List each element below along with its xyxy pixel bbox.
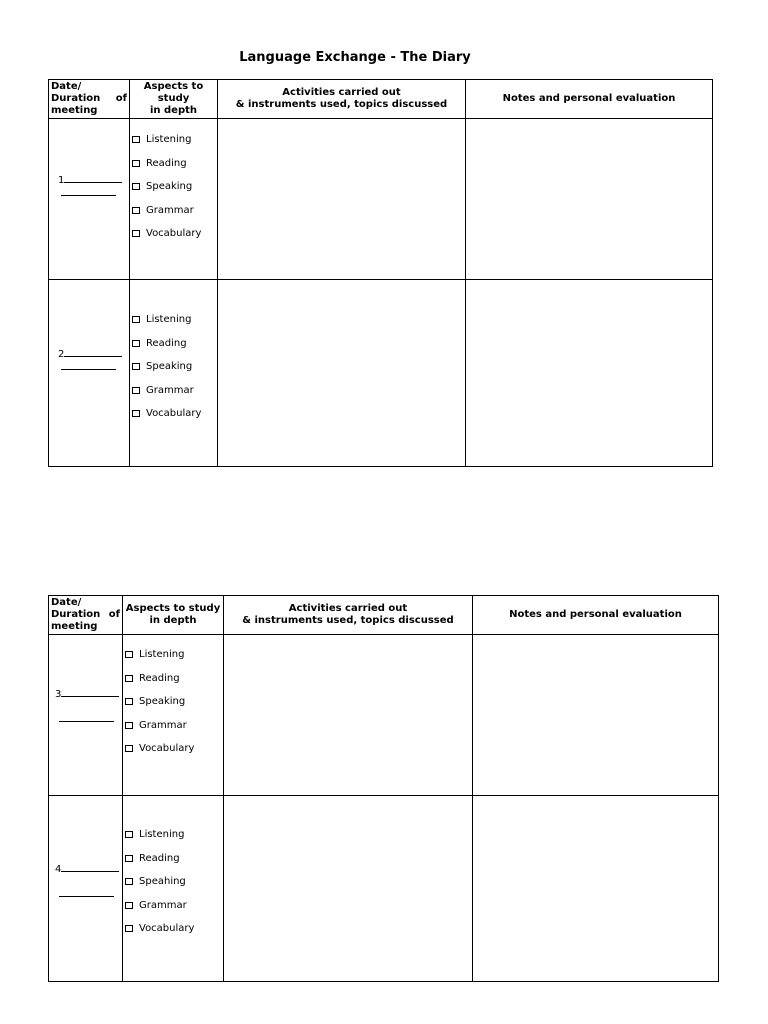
checkbox-item[interactable] — [132, 379, 217, 403]
checkbox-label: Vocabulary — [139, 743, 195, 755]
checkbox-label: Speaking — [146, 181, 193, 193]
duration-blank-line — [61, 369, 116, 370]
header-activities-line: & instruments used, topics discussed — [242, 615, 454, 626]
table-row — [49, 635, 719, 796]
header-aspects — [130, 80, 218, 119]
header-date-duration — [49, 596, 123, 635]
header-aspects-line: study — [157, 93, 190, 104]
header-activities — [218, 80, 466, 119]
date-blank-line — [64, 347, 122, 357]
checkbox-icon[interactable] — [132, 410, 140, 417]
checkbox-label: Listening — [146, 134, 192, 146]
checkbox-item[interactable] — [132, 222, 217, 246]
checkbox-label: Vocabulary — [139, 923, 195, 935]
checkbox-label: Listening — [146, 314, 192, 326]
header-row — [49, 80, 713, 119]
aspects-cell — [130, 280, 218, 467]
checkbox-label: Grammar — [146, 384, 194, 396]
checkbox-icon[interactable] — [132, 316, 140, 323]
checkbox-item[interactable] — [132, 308, 217, 332]
aspects-cell — [130, 119, 218, 280]
checkbox-icon[interactable] — [132, 363, 140, 370]
checkbox-icon[interactable] — [132, 207, 140, 214]
table-row — [49, 280, 713, 467]
activities-cell[interactable] — [218, 280, 466, 467]
checkbox-icon[interactable] — [132, 136, 140, 143]
checkbox-item[interactable] — [132, 332, 217, 356]
checkbox-icon[interactable] — [125, 878, 133, 885]
checkbox-item[interactable] — [125, 690, 223, 714]
duration-blank-line — [59, 896, 114, 897]
checkbox-label: Listening — [139, 649, 185, 661]
header-notes: Notes and personal evaluation — [473, 596, 719, 635]
notes-cell[interactable] — [473, 796, 719, 982]
checkbox-item[interactable] — [125, 823, 223, 847]
date-cell[interactable] — [49, 280, 130, 467]
notes-cell[interactable] — [466, 280, 713, 467]
header-of-label: of — [115, 93, 127, 104]
activities-cell[interactable] — [224, 796, 473, 982]
aspects-cell — [123, 635, 224, 796]
checkbox-label: Speaking — [139, 696, 186, 708]
date-cell[interactable] — [49, 635, 123, 796]
date-blank-line — [64, 173, 122, 183]
checkbox-label: Grammar — [146, 204, 194, 216]
header-activities-line: Activities carried out — [288, 603, 408, 614]
checkbox-item[interactable] — [125, 870, 223, 894]
notes-cell[interactable] — [473, 635, 719, 796]
checkbox-label: Reading — [146, 157, 187, 169]
header-of-label: of — [108, 609, 120, 620]
table-row — [49, 119, 713, 280]
header-meeting-label: meeting — [51, 621, 98, 632]
checkbox-icon[interactable] — [132, 183, 140, 190]
checkbox-icon[interactable] — [132, 387, 140, 394]
duration-blank-line — [61, 195, 116, 196]
header-date-label: Date/ — [51, 597, 82, 608]
meeting-number: 1 — [58, 175, 65, 186]
header-duration-label: Duration — [51, 93, 101, 104]
checkbox-icon[interactable] — [125, 831, 133, 838]
checkbox-icon[interactable] — [132, 340, 140, 347]
checkbox-icon[interactable] — [125, 925, 133, 932]
checkbox-icon[interactable] — [132, 160, 140, 167]
checkbox-label: Grammar — [139, 899, 187, 911]
checkbox-item[interactable] — [125, 643, 223, 667]
checkbox-item[interactable] — [125, 714, 223, 738]
page-title: Language Exchange - The Diary — [239, 50, 471, 65]
checkbox-icon[interactable] — [125, 745, 133, 752]
checkbox-label: Listening — [139, 829, 185, 841]
notes-cell[interactable] — [466, 119, 713, 280]
checkbox-label: Vocabulary — [146, 408, 202, 420]
duration-blank-line — [59, 721, 114, 722]
aspects-cell — [123, 796, 224, 982]
header-notes: Notes and personal evaluation — [466, 80, 713, 119]
checkbox-item[interactable] — [125, 847, 223, 871]
checkbox-label: Reading — [139, 852, 180, 864]
checkbox-item[interactable] — [125, 894, 223, 918]
checkbox-item[interactable] — [132, 152, 217, 176]
checkbox-icon[interactable] — [125, 698, 133, 705]
date-blank-line — [61, 687, 119, 697]
date-blank-line — [61, 862, 119, 872]
checkbox-item[interactable] — [132, 199, 217, 223]
diary-table-1 — [48, 79, 713, 467]
header-meeting-label: meeting — [51, 105, 98, 116]
activities-cell[interactable] — [224, 635, 473, 796]
header-row — [49, 596, 719, 635]
checkbox-label: Reading — [139, 672, 180, 684]
header-aspects-line: in depth — [149, 615, 197, 626]
checkbox-item[interactable] — [132, 402, 217, 426]
checkbox-item[interactable] — [125, 917, 223, 941]
checkbox-icon[interactable] — [132, 230, 140, 237]
header-activities-line: & instruments used, topics discussed — [235, 99, 448, 110]
date-cell[interactable] — [49, 796, 123, 982]
checkbox-icon[interactable] — [125, 722, 133, 729]
table-row — [49, 796, 719, 982]
checkbox-icon[interactable] — [125, 651, 133, 658]
activities-cell[interactable] — [218, 119, 466, 280]
header-aspects — [123, 596, 224, 635]
checkbox-label: Speaking — [146, 361, 193, 373]
checkbox-label: Speahing — [139, 876, 186, 888]
header-aspects-line: in depth — [149, 105, 198, 116]
header-activities — [224, 596, 473, 635]
checkbox-item[interactable] — [132, 175, 217, 199]
checkbox-icon[interactable] — [125, 855, 133, 862]
date-cell[interactable] — [49, 119, 130, 280]
checkbox-item[interactable] — [132, 355, 217, 379]
meeting-number: 3 — [55, 689, 62, 700]
header-duration-label: Duration — [51, 609, 101, 620]
checkbox-item[interactable] — [132, 128, 217, 152]
header-date-label: Date/ — [51, 81, 82, 92]
meeting-number: 4 — [55, 864, 62, 875]
checkbox-item[interactable] — [125, 667, 223, 691]
header-activities-line: Activities carried out — [282, 87, 401, 98]
checkbox-label: Vocabulary — [146, 228, 202, 240]
checkbox-item[interactable] — [125, 737, 223, 761]
diary-table-2 — [48, 595, 719, 982]
header-aspects-line: Aspects to — [143, 81, 204, 92]
checkbox-icon[interactable] — [125, 902, 133, 909]
header-aspects-line: Aspects to study — [125, 603, 221, 614]
checkbox-icon[interactable] — [125, 675, 133, 682]
header-date-duration — [49, 80, 130, 119]
checkbox-label: Reading — [146, 337, 187, 349]
checkbox-label: Grammar — [139, 719, 187, 731]
meeting-number: 2 — [58, 349, 65, 360]
